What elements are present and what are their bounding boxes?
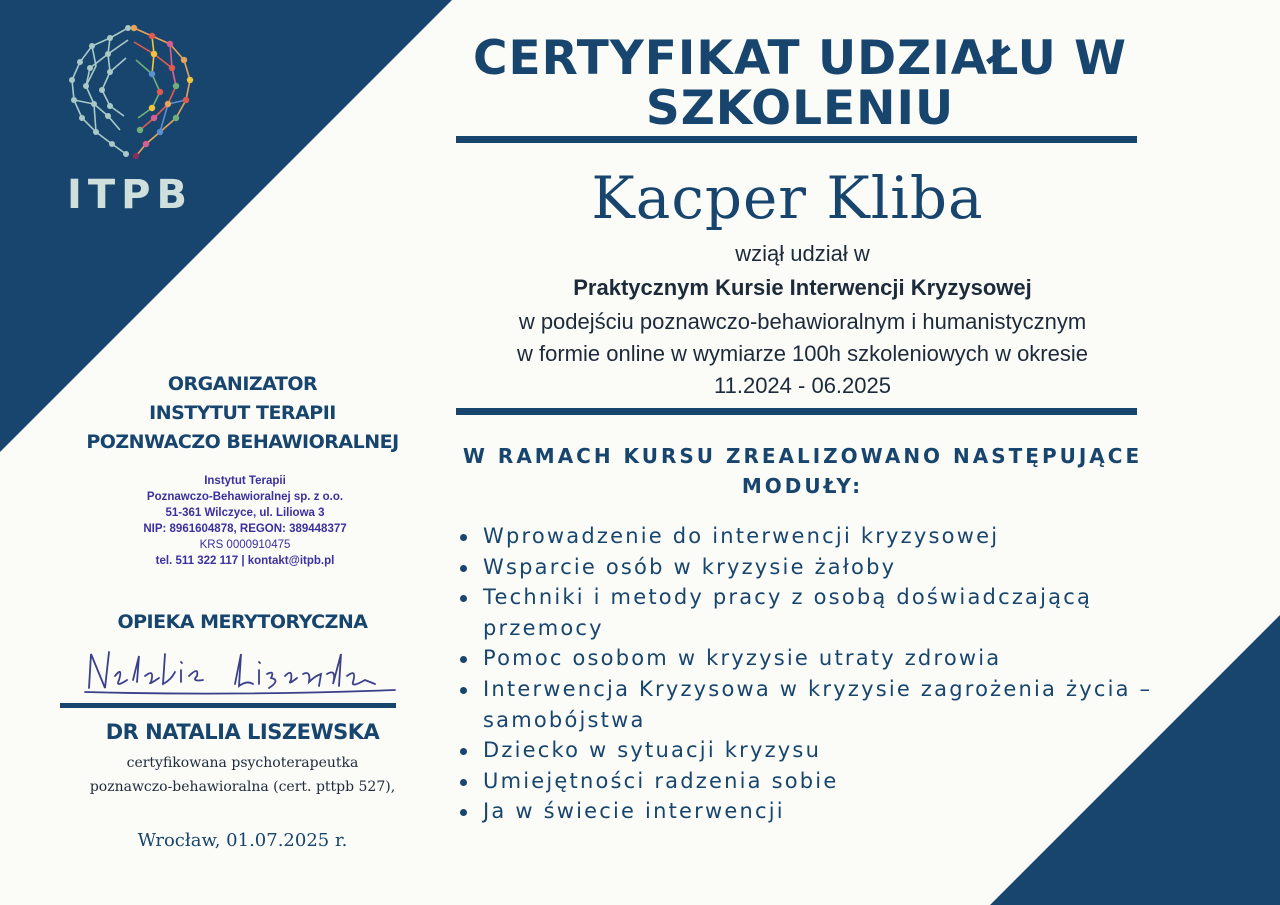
module-item: Pomoc osobom w kryzysie utraty zdrowia [455, 643, 1215, 674]
place-and-date: Wrocław, 01.07.2025 r. [137, 830, 348, 851]
took-part-text: wziął udział w [735, 241, 870, 266]
brain-network-icon [60, 20, 200, 170]
approach-text: w podejściu poznawczo-behawioralnym i humanistycznym [518, 309, 1087, 334]
certificate-title: CERTYFIKAT UDZIAŁU W SZKOLENIU [473, 31, 1127, 136]
company-stamp [100, 473, 390, 569]
supervision-heading: OPIEKA MERYTORYCZNA [117, 611, 368, 633]
module-item: Wprowadzenie do interwencji kryzysowej [455, 521, 1215, 552]
module-item: Wsparcie osób w kryzysie żałoby [455, 552, 1215, 583]
modules-heading: W RAMACH KURSU ZREALIZOWANO NASTĘPUJĄCE MODUŁY: [462, 444, 1143, 498]
course-name: Praktycznym Kursie Interwencji Kryzysowej [573, 275, 1032, 300]
format-text: w formie online w wymiarze 100h szkoleniowych w okresie [516, 341, 1088, 366]
stamp-line: Instytut Terapii [204, 475, 286, 487]
title-divider [456, 136, 1137, 143]
modules-divider [456, 408, 1137, 415]
handwritten-signature [75, 640, 405, 700]
organizer-name-line1: INSTYTUT TERAPII [149, 402, 336, 424]
recipient-name: Kacper Kliba [591, 164, 984, 232]
module-item: Ja w świecie interwencji [455, 796, 1215, 827]
stamp-line: KRS 0000910475 [199, 539, 291, 551]
signature-line [60, 703, 396, 708]
supervisor-title-line2: poznawczo-behawioralna (cert. pttpb 527), [89, 779, 396, 795]
module-item: Umiejętności radzenia sobie [455, 766, 1215, 797]
stamp-line: NIP: 8961604878, REGON: 389448377 [143, 523, 347, 535]
supervisor-description [40, 751, 445, 799]
logo-wordmark: ITPB [67, 172, 193, 218]
stamp-line: 51-361 Wilczyce, ul. Liliowa 3 [165, 507, 325, 519]
supervisor-title-line1: certyfikowana psychoterapeutka [126, 755, 359, 771]
organizer-name-line2: POZNWACZO BEHAWIORALNEJ [86, 431, 399, 453]
stamp-line: tel. 511 322 117 | kontakt@itpb.pl [155, 555, 335, 567]
module-item: Interwencja Kryzysowa w kryzysie zagrożenia życia – samobójstwa [455, 674, 1215, 735]
module-item: Dziecko w sytuacji kryzysu [455, 735, 1215, 766]
organizer-heading: ORGANIZATOR [167, 373, 318, 395]
modules-list [455, 521, 1215, 827]
supervisor-name: DR NATALIA LISZEWSKA [105, 720, 380, 744]
stamp-line: Poznawczo-Behawioralnej sp. z o.o. [146, 491, 344, 503]
period-text: 11.2024 - 06.2025 [714, 373, 891, 398]
module-item: Techniki i metody pracy z osobą doświadczającą przemocy [455, 582, 1215, 643]
